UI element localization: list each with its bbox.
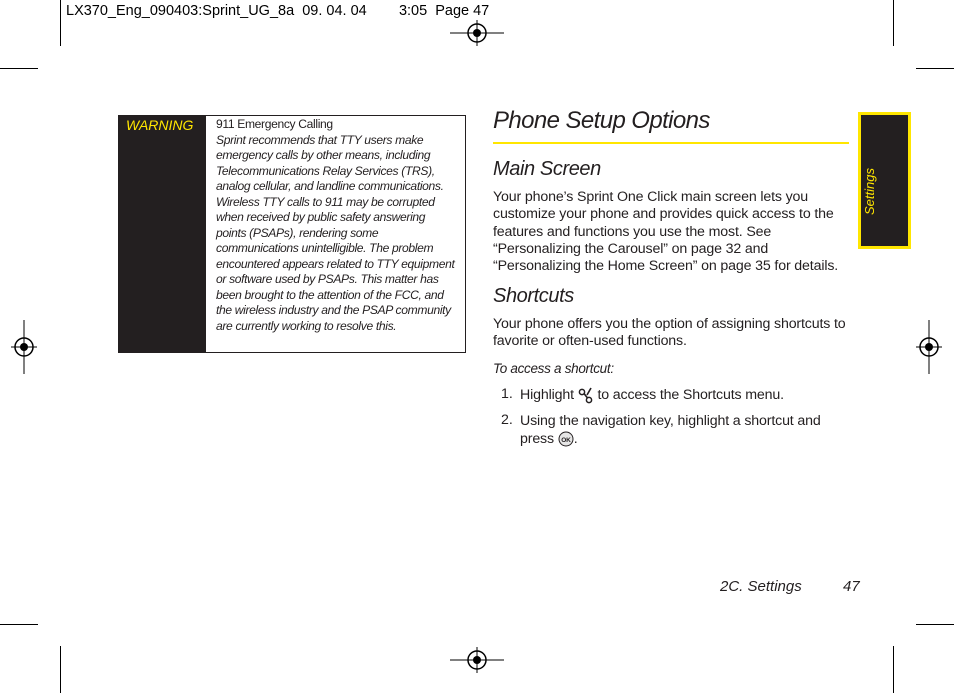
crop-mark: [0, 68, 38, 69]
main-screen-body: Your phone’s Sprint One Click main screen lets you customize your phone and provides quick access to the features and functions you use the most. See “Personalizing the Carousel” on page 32 and “Personalizing the Home Screen” on page 35 for details.: [493, 189, 839, 275]
shortcuts-lead: To access a shortcut:: [493, 361, 614, 376]
crop-mark: [0, 624, 38, 625]
warning-label: WARNING: [126, 117, 194, 133]
registration-mark-icon: [11, 320, 37, 374]
crop-mark: [60, 646, 61, 693]
step-number: 1.: [501, 386, 513, 402]
crop-mark: [916, 624, 954, 625]
step-item: [520, 412, 850, 448]
registration-mark-icon: [916, 320, 942, 374]
footer-section: 2C. Settings: [720, 578, 802, 595]
main-screen-heading: Main Screen: [493, 158, 601, 180]
title-rule: [493, 142, 849, 144]
crop-mark: [916, 68, 954, 69]
footer-page-number: 47: [843, 578, 860, 595]
crop-mark: [893, 646, 894, 693]
step-item: [520, 386, 850, 404]
warning-box: [118, 115, 466, 353]
step-text-before: Using the navigation key, highlight a shortcut and press: [520, 413, 821, 447]
crop-mark: [893, 0, 894, 46]
section-tab-inner: [861, 115, 908, 246]
step-text-after: to access the Shortcuts menu.: [597, 387, 784, 403]
section-tab: [858, 112, 911, 249]
warning-text: Sprint recommends that TTY users make emergency calls by other means, including Telecommunications Relay Services (TRS), analog cellular, and landline communications. Wireless TTY calls to 911 may be corrupted when received by public safety answering points (PSAPs), rendering some communications unintelligible. The problem encountered appears related to TTY equipment or software used by PSAPs. This matter has been brought to the attention of the FCC, and the wireless industry and the PSAP community are currently working to resolve this.: [216, 132, 455, 333]
warning-label-column: [119, 116, 206, 352]
step-number: 2.: [501, 412, 513, 428]
step-text-before: Highlight: [520, 387, 574, 403]
page-title: Phone Setup Options: [493, 107, 710, 134]
registration-mark-icon: [450, 20, 504, 46]
warning-title: 911 Emergency Calling: [216, 117, 333, 131]
shortcuts-body: Your phone offers you the option of assigning shortcuts to favorite or often-used functions.: [493, 316, 846, 350]
print-slug: LX370_Eng_090403:Sprint_UG_8a 09. 04. 04 3:05 Page 47: [66, 3, 490, 19]
shortcuts-heading: Shortcuts: [493, 285, 574, 307]
ok-key-icon: [558, 431, 574, 447]
crop-mark: [60, 0, 61, 46]
warning-content: [216, 117, 456, 334]
section-tab-label: Settings: [862, 168, 877, 216]
shortcut-icon: [578, 386, 594, 404]
svg-text:OK: OK: [561, 437, 571, 445]
step-text-after: .: [573, 431, 578, 447]
registration-mark-icon: [450, 647, 504, 673]
